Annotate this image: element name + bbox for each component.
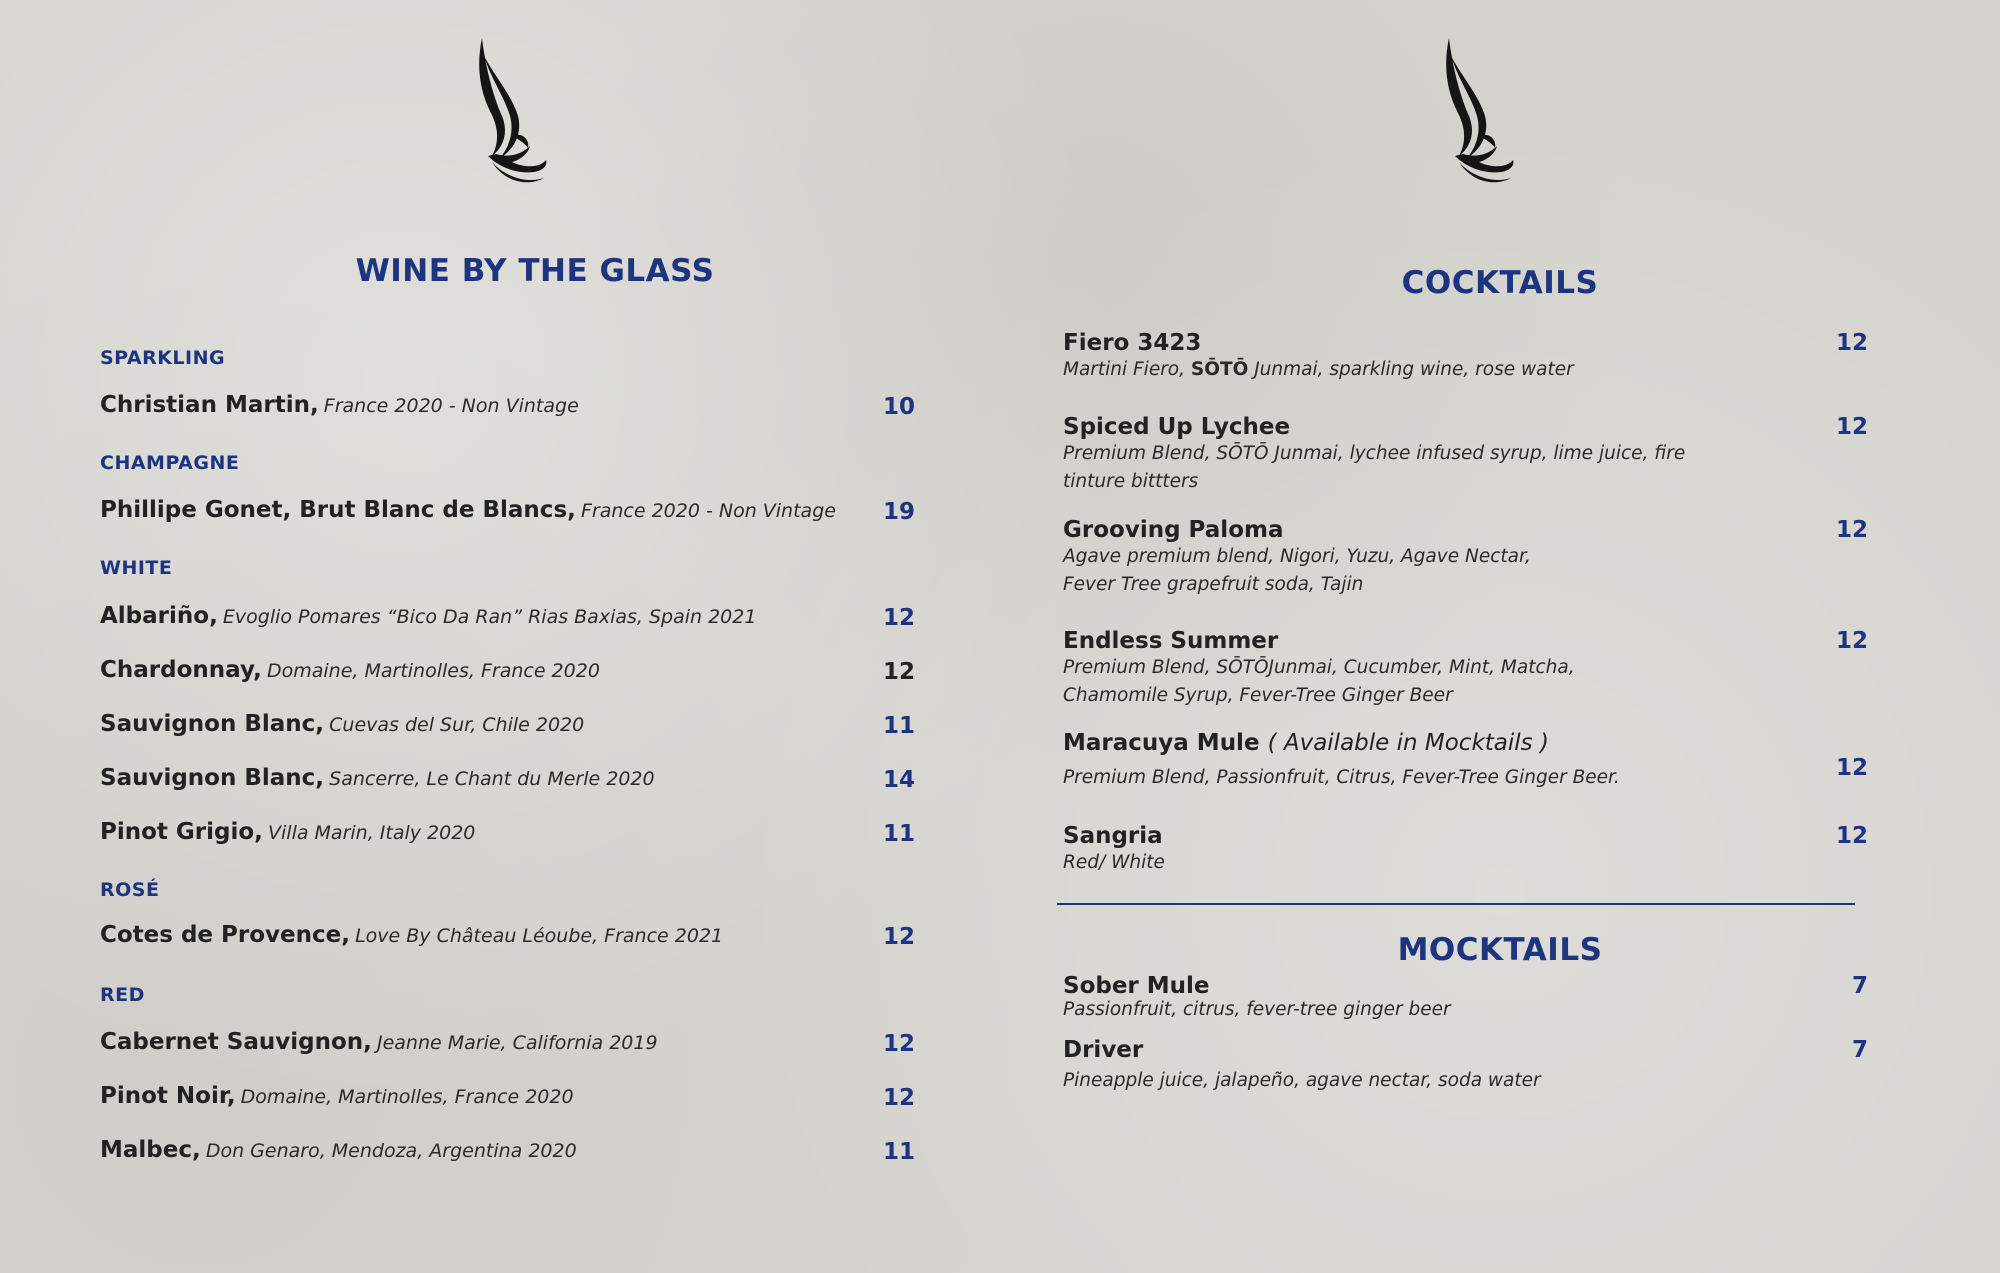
- cocktail-price: 12: [1835, 414, 1868, 440]
- cocktail-price: 12: [1835, 755, 1868, 781]
- wine-price: 12: [882, 605, 915, 631]
- cocktail-name: Sangria: [1063, 823, 1163, 849]
- cocktail-item: [1063, 414, 1868, 496]
- wine-item: [100, 1137, 915, 1171]
- cocktail-desc-line: Premium Blend, SŌTŌJunmai, Cucumber, Mint, Matcha,: [1063, 657, 1575, 678]
- wine-name: Cabernet Sauvignon,: [100, 1029, 372, 1055]
- wine-desc: France 2020 - Non Vintage: [580, 500, 836, 522]
- flame-leaf-logo-icon: [1437, 36, 1517, 186]
- flame-leaf-logo-icon: [470, 36, 550, 186]
- wine-item: [100, 1029, 915, 1063]
- wine-desc: Jeanne Marie, California 2019: [376, 1032, 658, 1054]
- wine-price: 12: [882, 1031, 915, 1057]
- wine-name: Cotes de Provence,: [100, 922, 350, 948]
- cocktail-price: 12: [1835, 628, 1868, 654]
- wine-desc: Love By Château Léoube, France 2021: [355, 925, 724, 947]
- wine-desc: Evoglio Pomares “Bico Da Ran” Rias Baxias, Spain 2021: [222, 606, 757, 628]
- section-label-sparkling: SPARKLING: [100, 347, 226, 369]
- wine-name: Phillipe Gonet, Brut Blanc de Blancs,: [100, 497, 576, 523]
- cocktail-price: 12: [1835, 330, 1868, 356]
- cocktail-name: Spiced Up Lychee: [1063, 414, 1291, 440]
- mocktail-name: Sober Mule: [1063, 973, 1210, 999]
- wine-desc: Domaine, Martinolles, France 2020: [266, 660, 600, 682]
- mocktails-title: MOCKTAILS: [1397, 932, 1603, 968]
- wine-desc: Don Genaro, Mendoza, Argentina 2020: [205, 1140, 577, 1162]
- wine-name: Chardonnay,: [100, 657, 262, 683]
- wine-name: Sauvignon Blanc,: [100, 765, 325, 791]
- section-label-champagne: CHAMPAGNE: [100, 452, 240, 474]
- cocktail-price: 12: [1835, 517, 1868, 543]
- wine-price: 12: [882, 924, 915, 950]
- cocktail-desc-line: Fever Tree grapefruit soda, Tajin: [1063, 574, 1364, 595]
- section-label-white: WHITE: [100, 557, 173, 579]
- cocktail-name: Endless Summer: [1063, 628, 1279, 654]
- wine-name: Pinot Grigio,: [100, 819, 263, 845]
- section-label-rose: ROSÉ: [100, 879, 160, 901]
- wine-name: Christian Martin,: [100, 392, 319, 418]
- section-divider: [1057, 903, 1855, 905]
- wine-price: 19: [882, 499, 915, 525]
- wine-item: [100, 603, 915, 637]
- wine-price: 10: [882, 394, 915, 420]
- wine-item: [100, 1083, 915, 1117]
- cocktail-item: [1063, 730, 1868, 792]
- cocktail-desc: Martini Fiero, SŌTŌ Junmai, sparkling wine, rose water: [1063, 359, 1574, 380]
- cocktail-note: ( Available in Mocktails ): [1267, 730, 1549, 756]
- section-label-red: RED: [100, 984, 145, 1006]
- mocktail-item: [1063, 973, 1868, 1021]
- wine-name: Albariño,: [100, 603, 218, 629]
- cocktail-item: [1063, 517, 1868, 599]
- wine-price: 11: [882, 713, 915, 739]
- wine-item: [100, 497, 915, 531]
- wine-price: 11: [882, 821, 915, 847]
- cocktail-item: [1063, 330, 1868, 384]
- cocktail-item: [1063, 628, 1868, 710]
- wine-item: [100, 765, 915, 799]
- mocktail-price: 7: [1851, 1037, 1868, 1063]
- cocktails-title: COCKTAILS: [1401, 265, 1599, 301]
- wine-item: [100, 392, 915, 426]
- cocktail-desc-line: Agave premium blend, Nigori, Yuzu, Agave Nectar,: [1063, 546, 1531, 567]
- wine-name: Pinot Noir,: [100, 1083, 236, 1109]
- mocktail-desc: Passionfruit, citrus, fever-tree ginger beer: [1063, 999, 1451, 1020]
- cocktail-desc: Premium Blend, Passionfruit, Citrus, Fever-Tree Ginger Beer.: [1063, 767, 1620, 788]
- cocktail-item: [1063, 823, 1868, 877]
- wine-price: 12: [882, 1085, 915, 1111]
- wine-price: 12: [882, 659, 915, 685]
- wine-desc: Sancerre, Le Chant du Merle 2020: [329, 768, 655, 790]
- cocktail-desc-line: tinture bittters: [1063, 471, 1199, 492]
- cocktail-desc-line: Chamomile Syrup, Fever-Tree Ginger Beer: [1063, 685, 1453, 706]
- cocktail-name: Maracuya Mule: [1063, 730, 1260, 756]
- wine-item: [100, 819, 915, 853]
- wine-item: [100, 922, 915, 956]
- cocktail-price: 12: [1835, 823, 1868, 849]
- wine-desc: Cuevas del Sur, Chile 2020: [329, 714, 585, 736]
- wine-desc: Villa Marin, Italy 2020: [268, 822, 476, 844]
- wine-desc: Domaine, Martinolles, France 2020: [240, 1086, 574, 1108]
- wine-desc: France 2020 - Non Vintage: [323, 395, 579, 417]
- mocktail-name: Driver: [1063, 1037, 1144, 1063]
- cocktail-desc: Red/ White: [1063, 852, 1165, 873]
- wine-item: [100, 657, 915, 691]
- wine-title: WINE BY THE GLASS: [355, 253, 715, 289]
- wine-name: Malbec,: [100, 1137, 201, 1163]
- cocktail-name: Fiero 3423: [1063, 330, 1202, 356]
- mocktail-price: 7: [1851, 973, 1868, 999]
- cocktail-desc-line: Premium Blend, SŌTŌ Junmai, lychee infused syrup, lime juice, fire: [1063, 443, 1686, 464]
- soto-brand: SŌTŌ: [1190, 359, 1249, 380]
- wine-price: 14: [882, 767, 915, 793]
- wine-item: [100, 711, 915, 745]
- wine-price: 11: [882, 1139, 915, 1165]
- cocktail-name: Grooving Paloma: [1063, 517, 1284, 543]
- mocktail-desc: Pineapple juice, jalapeño, agave nectar, soda water: [1063, 1070, 1541, 1091]
- wine-name: Sauvignon Blanc,: [100, 711, 325, 737]
- mocktail-item: [1063, 1037, 1868, 1095]
